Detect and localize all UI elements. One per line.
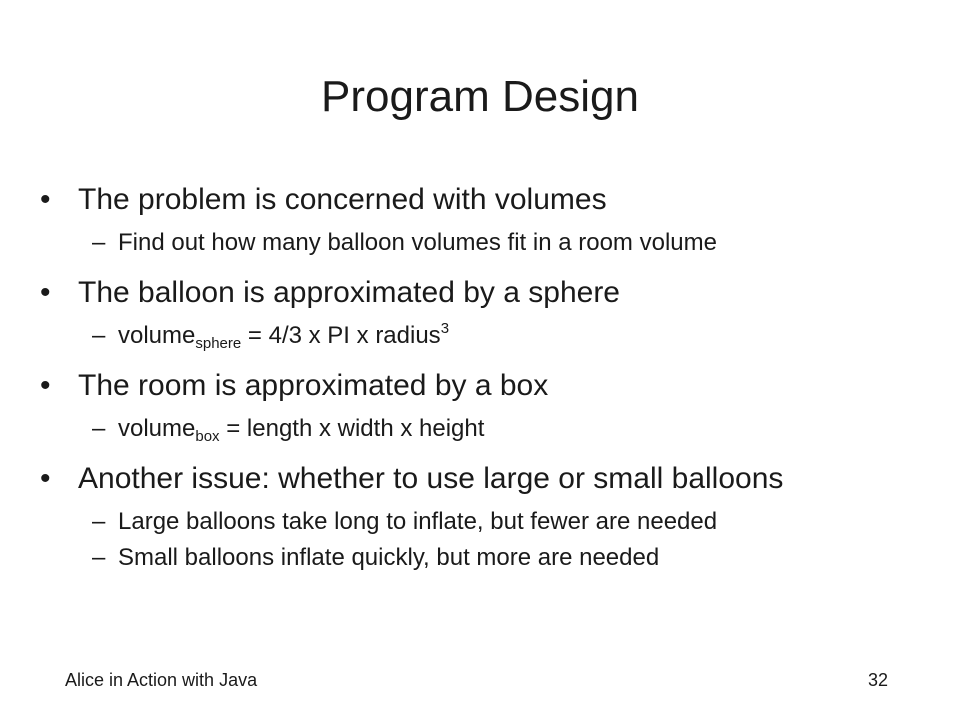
sub-item-text: Find out how many balloon volumes fit in a room volume — [118, 229, 717, 256]
dash-icon: – — [92, 415, 106, 442]
bullet-item-balloon-size — [0, 462, 960, 496]
bullet-text: Another issue: whether to use large or small balloons — [78, 462, 784, 495]
bullet-text: The balloon is approximated by a sphere — [78, 276, 620, 309]
dash-icon: – — [92, 544, 106, 571]
dash-icon: – — [92, 229, 106, 256]
formula-base: volume — [118, 415, 196, 442]
bullet-item-sphere — [0, 276, 960, 310]
bullet-icon: • — [40, 369, 51, 402]
sub-item-text: Large balloons take long to inflate, but fewer are needed — [118, 508, 718, 535]
slide-body — [0, 183, 960, 591]
sub-item-box-formula — [0, 414, 960, 444]
bullet-item-box — [0, 369, 960, 403]
formula-subscript: sphere — [195, 335, 242, 352]
formula-rest: = 4/3 x PI x radius — [241, 322, 441, 349]
formula-subscript: box — [195, 428, 220, 445]
bullet-icon: • — [40, 462, 51, 495]
bullet-item-volumes — [0, 183, 960, 217]
bullet-icon: • — [40, 276, 51, 309]
formula-exponent: 3 — [440, 320, 450, 337]
sub-item-large-balloons — [0, 507, 960, 537]
bullet-icon: • — [40, 183, 51, 216]
dash-icon: – — [92, 508, 106, 535]
formula-base: volume — [118, 322, 196, 349]
sub-item-sphere-formula — [0, 321, 960, 351]
sub-item-small-balloons — [0, 543, 960, 573]
footer-course-title: Alice in Action with Java — [65, 670, 258, 690]
slide-title: Program Design — [321, 72, 639, 121]
sub-item-text: Small balloons inflate quickly, but more are needed — [118, 544, 660, 571]
formula-rest: = length x width x height — [219, 415, 485, 442]
bullet-text: The problem is concerned with volumes — [78, 183, 607, 216]
page-number: 32 — [868, 670, 889, 690]
sub-item-find-volumes — [0, 228, 960, 258]
dash-icon: – — [92, 322, 106, 349]
bullet-text: The room is approximated by a box — [78, 369, 549, 402]
